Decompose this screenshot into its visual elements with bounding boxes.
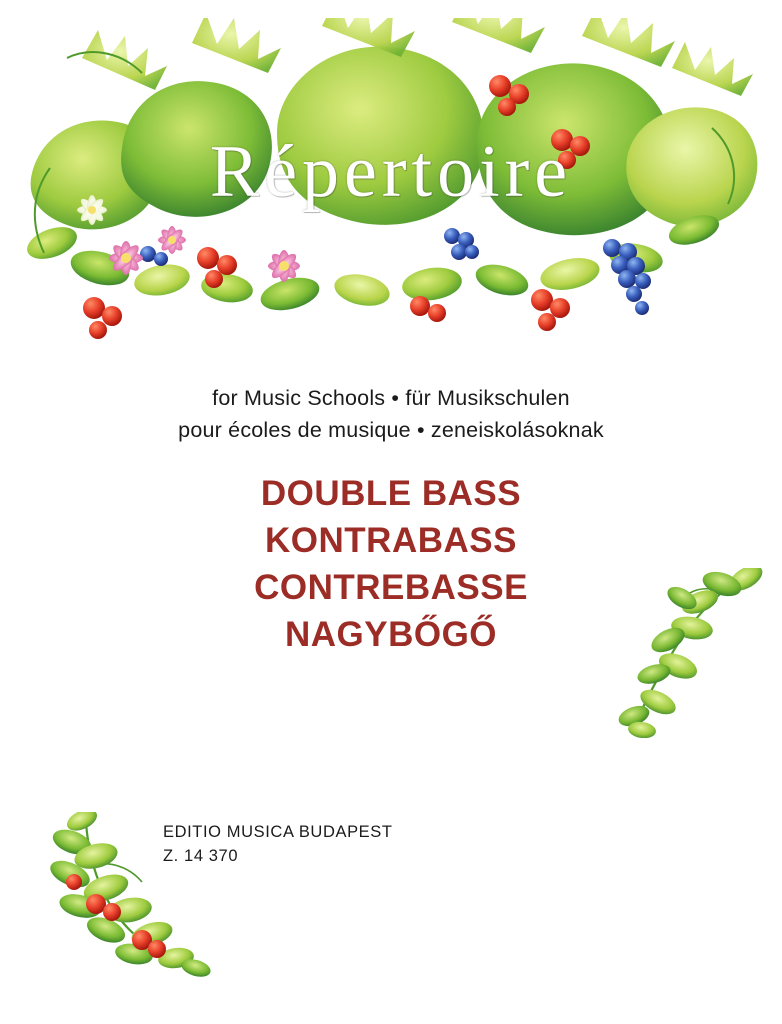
ivy-sprig-illustration [596,568,772,738]
subtitle-block [0,382,782,446]
instrument-name-hu: NAGYBŐGŐ [284,615,498,654]
subtitle-line-2: pour écoles de musique • zeneiskolásoknak [178,418,604,442]
instrument-name-fr: CONTREBASSE [254,568,528,607]
floral-wreath-illustration [22,18,760,368]
instrument-name-en: DOUBLE BASS [260,474,522,513]
berry-sprig-illustration [46,812,236,982]
instrument-name-de: KONTRABASS [265,521,517,560]
page-title: Répertoire [209,131,573,213]
publisher-catalog-number: Z. 14 370 [163,847,239,865]
publisher-name: EDITIO MUSICA BUDAPEST [163,823,393,841]
subtitle-line-1: for Music Schools • für Musikschulen [212,386,570,410]
